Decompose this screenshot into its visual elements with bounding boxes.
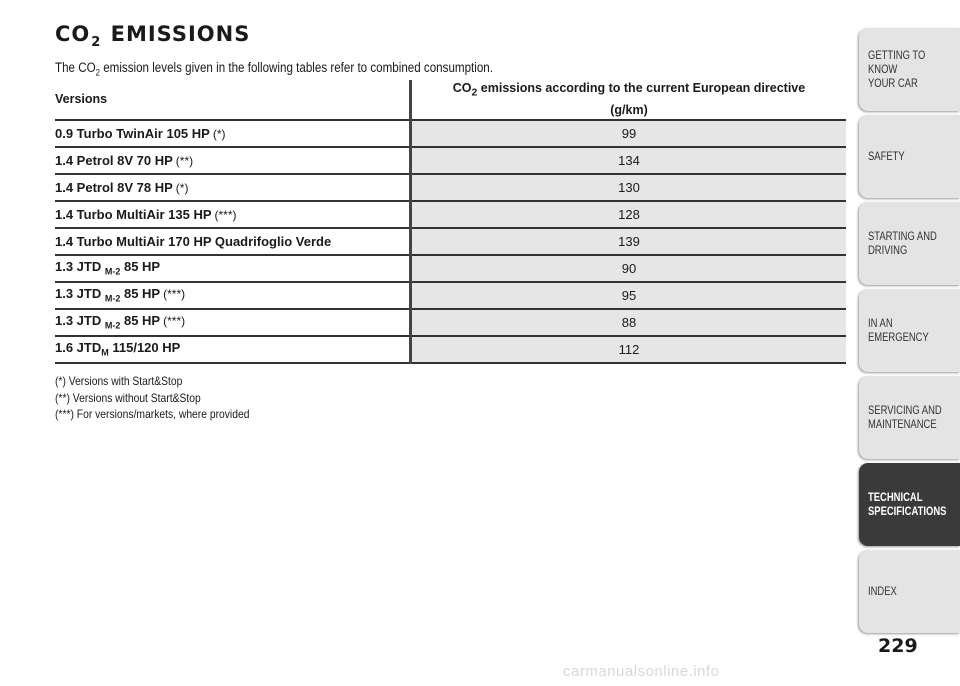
chapter-tab-label: GETTING TO KNOW YOUR CAR — [868, 49, 926, 90]
chapter-tab-in-an-emergency[interactable] — [859, 289, 960, 372]
table-row — [55, 336, 846, 363]
version-cell: 1.4 Turbo MultiAir 170 HP Quadrifoglio Verde — [55, 228, 411, 255]
page-title: $CO_2$ EMISSIONS — [55, 22, 251, 50]
chapter-tab-getting-to-know-your-car[interactable] — [859, 28, 960, 111]
page-number: 229 — [878, 635, 918, 657]
chapter-tab-index[interactable] — [859, 550, 960, 633]
emission-value-cell: 90 — [411, 255, 847, 282]
emissions-table — [55, 80, 846, 364]
chapter-tab-safety[interactable] — [859, 115, 960, 198]
footnote-marker: (*) — [212, 126, 226, 141]
chapter-tabs — [859, 28, 960, 637]
emission-value-cell: 139 — [411, 228, 847, 255]
chapter-tab-servicing-and-maintenance[interactable] — [859, 376, 960, 459]
emission-value-cell: 99 — [411, 120, 847, 147]
footnote-marker: (**) — [175, 153, 194, 168]
version-cell: 1.3 JTD $_{M-2}$ 85 HP (***) — [55, 309, 411, 336]
table-row — [55, 255, 846, 282]
table-row — [55, 147, 846, 174]
intro-text: The $CO_2$ emission levels given in the following tables refer to combined consumption. — [55, 60, 493, 78]
table-header-row — [55, 80, 846, 120]
footnotes — [55, 373, 249, 423]
version-cell: 1.4 Turbo MultiAir 135 HP (***) — [55, 201, 411, 228]
chapter-tab-technical-specifications[interactable] — [859, 463, 960, 546]
chapter-tab-label: STARTING AND DRIVING — [868, 230, 937, 257]
versions-column-header: Versions — [55, 80, 411, 120]
version-cell: 0.9 Turbo TwinAir 105 HP (*) — [55, 120, 411, 147]
chapter-tab-label: INDEX — [868, 585, 897, 598]
emission-value-cell: 134 — [411, 147, 847, 174]
chapter-tab-label: TECHNICAL SPECIFICATIONS — [868, 491, 947, 518]
emission-value-cell: 130 — [411, 174, 847, 201]
chapter-tab-label: IN AN EMERGENCY — [868, 317, 929, 344]
table-row — [55, 309, 846, 336]
chapter-tab-starting-and-driving[interactable] — [859, 202, 960, 285]
footnote: (*) Versions with Start&Stop — [55, 374, 183, 388]
chapter-tab-label: SAFETY — [868, 150, 905, 163]
footnote-marker: (***) — [163, 314, 186, 329]
emission-value-cell: 88 — [411, 309, 847, 336]
footnote-marker: (***) — [163, 287, 186, 302]
version-cell: 1.3 JTD $_{M-2}$ 85 HP — [55, 255, 411, 282]
emissions-column-header: $CO_2$ emissions according to the current European directive (g/km) — [411, 80, 847, 120]
emission-value-cell: 128 — [411, 201, 847, 228]
watermark: carmanualsonline.info — [563, 663, 720, 680]
table-row — [55, 120, 846, 147]
footnote-marker: (***) — [214, 207, 237, 222]
version-cell: 1.6 $JTD_M$ 115/120 HP — [55, 336, 411, 363]
version-cell: 1.4 Petrol 8V 70 HP (**) — [55, 147, 411, 174]
table-row — [55, 228, 846, 255]
emission-value-cell: 112 — [411, 336, 847, 363]
version-cell: 1.3 JTD $_{M-2}$ 85 HP (***) — [55, 282, 411, 309]
footnote: (***) For versions/markets, where provided — [55, 407, 250, 421]
chapter-tab-label: SERVICING AND MAINTENANCE — [868, 404, 942, 431]
table-row — [55, 282, 846, 309]
footnote-marker: (*) — [175, 180, 189, 195]
footnote: (**) Versions without Start&Stop — [55, 390, 201, 405]
version-cell: 1.4 Petrol 8V 78 HP (*) — [55, 174, 411, 201]
table-row — [55, 174, 846, 201]
table-row — [55, 201, 846, 228]
emission-value-cell: 95 — [411, 282, 847, 309]
